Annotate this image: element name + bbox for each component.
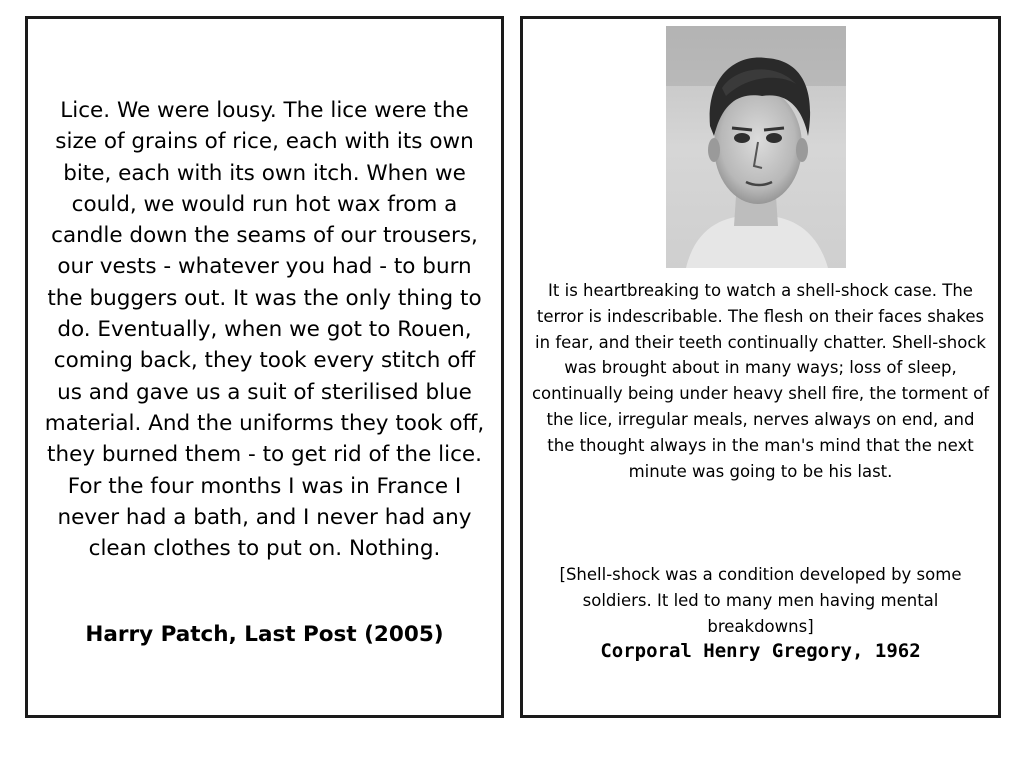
soldier-portrait-photo bbox=[666, 26, 846, 268]
henry-gregory-quote: It is heartbreaking to watch a shell-shock case. The terror is indescribable. The flesh on their faces shakes in fear, and their teeth continually chatter. Shell-shock was brought about in many ways; loss of sleep, continually being under heavy shell fire, the torment of the lice, irregular meals, nerves always on end, and the thought always in the man's mind that the next minute was going to be his last. bbox=[531, 281, 990, 481]
henry-gregory-source-card bbox=[520, 16, 1001, 718]
harry-patch-quote: Lice. We were lousy. The lice were the size of grains of rice, each with its own bite, each with its own itch. When we could, we would run hot wax from a candle down the seams of our trousers, our vests - whatever you had - to burn the buggers out. It was the only thing to do. Eventually, when we got to Rouen, coming back, they took every stitch off us and gave us a suit of sterilised blue material. And the uniforms they took off, they burned them - to get rid of the lice. For the four months I was in France I never had a bath, and I never had any clean clothes to put on. Nothing. bbox=[44, 98, 485, 562]
shell-shock-definition-note: [Shell-shock was a condition developed by some soldiers. It led to many men having mental breakdowns] bbox=[559, 565, 962, 636]
harry-patch-source-card bbox=[25, 16, 504, 718]
harry-patch-attribution: Harry Patch, Last Post (2005) bbox=[85, 622, 444, 647]
henry-gregory-attribution: Corporal Henry Gregory, 1962 bbox=[600, 640, 921, 662]
